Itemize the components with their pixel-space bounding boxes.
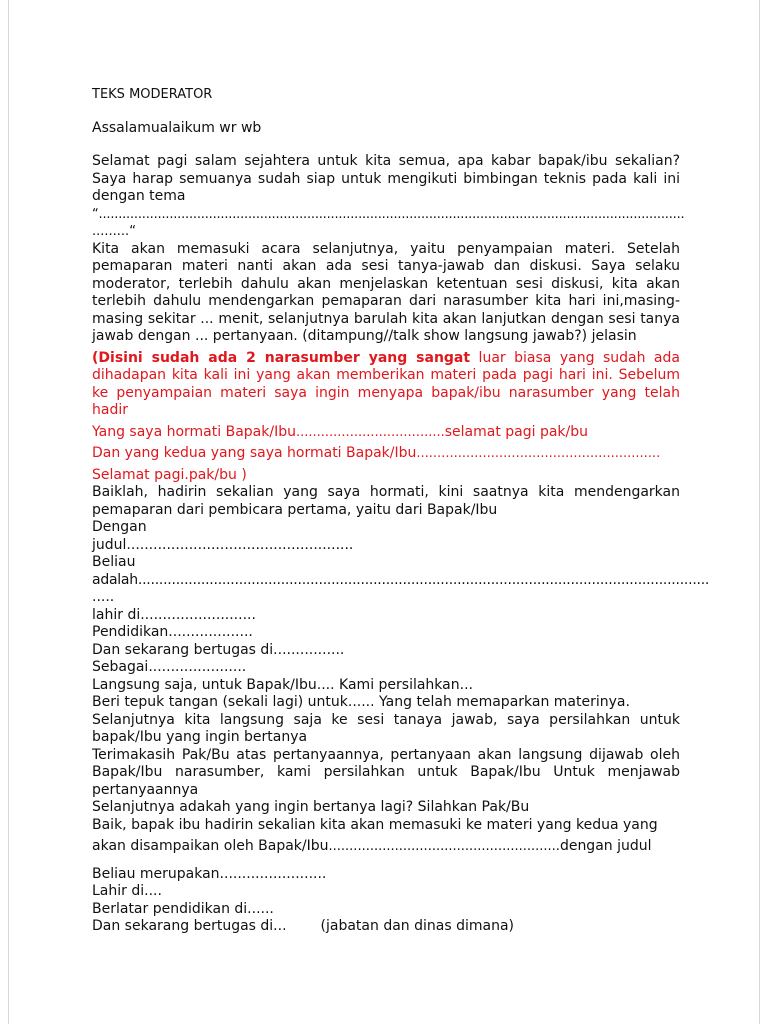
lahir-line-2: Lahir di.... (92, 883, 162, 899)
berlatar-line: Berlatar pendidikan di...... (92, 900, 274, 917)
tema-line-1: “..................................................................................................................................................... (92, 206, 685, 222)
lahir-line: lahir di.......................... (92, 606, 256, 623)
qa-intro-paragraph: Selanjutnya kita langsung saja ke sesi tanaya jawab, saya persilahkan untuk bapak/Ibu yang ingin bertanya (92, 711, 680, 745)
greeting: Assalamualaikum wr wb (92, 119, 262, 136)
adalah-line-2: ..... (92, 589, 115, 605)
beliau-merupakan-line: Beliau merupakan........................ (92, 865, 327, 882)
greet-speaker-1 (92, 424, 680, 442)
qa-thanks-paragraph: Terimakasih Pak/Bu atas pertanyaannya, pertanyaan akan langsung dijawab oleh Bapak/Ibu narasumber, kami persilahkan untuk Bapak/Ibu Untuk menjawab pertanyaannya (92, 746, 680, 798)
greet-speaker-1-text: Yang saya hormati Bapak/Ibu (92, 423, 296, 440)
bertugas-2-text: Dan sekarang bertugas di... (92, 918, 287, 934)
document-title: TEKS MODERATOR (92, 87, 213, 102)
dengan-label: Dengan (92, 519, 147, 535)
pendidikan-line: Pendidikan................... (92, 624, 253, 640)
adalah-line-1: adalah........................................................................................................................................ (92, 571, 710, 588)
bertugas-line: Dan sekarang bertugas di................ (92, 641, 345, 658)
jabatan-note: (jabatan dan dinas dimana) (320, 918, 514, 934)
document-page (9, 0, 759, 1024)
bertugas-line-2 (92, 918, 680, 936)
speaker-intro-paragraph (92, 350, 680, 420)
greet-speaker-1-dots: .................................... (295, 424, 445, 440)
greet-speaker-1-end: selamat pagi pak/bu (444, 423, 589, 440)
qa-more-line: Selanjutnya adakah yang ingin bertanya lagi? Silahkan Pak/Bu (92, 799, 530, 815)
greet-speaker-2-dots: ........................................................... (416, 446, 661, 461)
first-speaker-paragraph: Baiklah, hadirin sekalian yang saya hormati, kini saatnya kita mendengarkan pemaparan dari pembicara pertama, yaitu dari Bapak/Ibu (92, 484, 680, 518)
langsung-line: Langsung saja, untuk Bapak/Ibu.... Kami persilahkan... (92, 676, 473, 693)
second-material-line-1: Baik, bapak ibu hadirin sekalian kita akan memasuki ke materi yang kedua yang (92, 816, 658, 833)
tema-line-2: .........“ (92, 224, 136, 239)
second-material-dots: ........................................................ (328, 839, 560, 854)
document-body (92, 86, 710, 936)
tepuk-tangan-line: Beri tepuk tangan (sekali lagi) untuk...... Yang telah memaparkan materinya. (92, 694, 630, 710)
speaker-intro-rest: luar biasa yang sudah ada dihadapan kita kali ini yang akan memberikan materi pada pagi hari ini. Sebelum ke penyampaian materi saya ingin menyapa bapak/ibu narasumber yang telah hadir (92, 349, 680, 418)
judul-line: judul................................................... (92, 536, 354, 553)
second-material-line-2 (92, 838, 680, 856)
greet-speaker-2-close: Selamat pagi.pak/bu ) (92, 466, 247, 483)
sebagai-line: Sebagai...................... (92, 659, 247, 675)
greet-speaker-2 (92, 445, 680, 463)
second-material-end: dengan judul (559, 838, 652, 854)
speaker-intro-bold: (Disini sudah ada 2 narasumber yang sangat (92, 349, 471, 366)
second-material-text: akan disampaikan oleh Bapak/Ibu (92, 838, 329, 854)
opening-paragraph: Selamat pagi salam sejahtera untuk kita semua, apa kabar bapak/ibu sekalian? Saya harap semuanya sudah siap untuk mengikuti bimbingan teknis pada kali ini dengan tema (92, 153, 680, 204)
greet-speaker-2-text: Dan yang kedua yang saya hormati Bapak/Ibu (92, 445, 417, 461)
session-paragraph: Kita akan memasuki acara selanjutnya, yaitu penyampaian materi. Setelah pemaparan materi nanti akan ada sesi tanya-jawab dan diskusi. Saya selaku moderator, terlebih dahulu akan menjelaskan ketentuan sesi diskusi, kita akan terlebih dahulu mendengarkan pemaparan dari narasumber kita hari ini,masing-masing sekitar ... menit, selanjutnya barulah kita akan lanjutkan dengan sesi tanya jawab dengan ... pertanyaan. (ditampung//talk show langsung jawab?) jelasin (92, 240, 680, 344)
beliau-label: Beliau (92, 554, 136, 570)
